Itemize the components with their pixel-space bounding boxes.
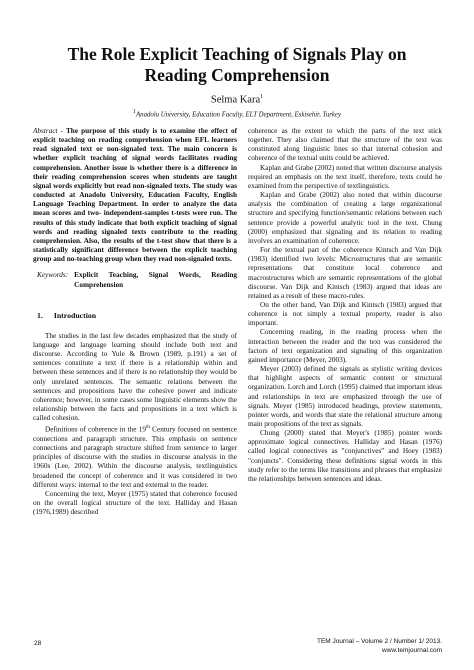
keywords-label: Keywords:	[37, 271, 69, 280]
abstract-text: The purpose of this study is to examine the effect of explicit teaching on reading comprehension when EFL learners read signaled text or non-signaled text. The main concern is whether explicit teaching of signal words facilitates reading comprehension. Another issue is whether there is a difference in their reading comprehension scores when students are taught signal words explicitly but read non-signaled texts. The study was conducted at Anadolu University, Education Faculty, English Language Teaching Department. In order to analyze the data mean scores and two- independent-samples t-tests were run. The results of this study indicate that both explicit teaching of signal words and reading signaled texts contribute to the reading comprehension. Also, the results of the t-test show that there is a statistically significant difference between the explicit teaching group and no-teaching group when they read non-signaled texts.	[33, 127, 237, 264]
abstract	[33, 127, 237, 264]
affiliation-text: Anadolu University, Education Faculty, ELT Department, Eskisehir, Turkey	[136, 111, 341, 119]
intro-paragraph-2-rest: Century focused on sentence connections and paragraph structure. This emphasis on sentence connections and paragraph structure shifted from sentence to larger principles of discourse with the studies in discourse analysis in the 1960s (Lee, 2002). Within the discourse analysis, textlinguistics broadened the concept of coherence and it was considered in two different ways: internal to the text and external to the reader.	[33, 425, 237, 489]
body-paragraph: Kaplan and Grabe (2002) also noted that within discourse analysis the combination of creating a large organizational structure and specifying function/semantic relations between each sentence provide a powerful analytic tool in the text. Chung (2000) emphasized that signaling and its relation to reading involves an examination of coherence.	[248, 191, 442, 245]
left-column	[33, 127, 237, 517]
journal-citation: TEM Journal – Volume 2 / Number 1/ 2013.	[316, 638, 442, 645]
author-superscript: 1	[260, 94, 264, 100]
century-superscript: th	[146, 425, 150, 431]
body-paragraph: Kaplan and Grabe (2002) noted that written discourse analysis required an emphasis on the text itself, therefore, texts could be examined from the perspective of textlinguistics.	[248, 163, 442, 190]
author-line	[0, 91, 474, 107]
intro-paragraph-3: Concerning the text, Meyer (1975) stated that coherence focused on the overall logical structure of the text. Halliday and Hasan (1976,1989) described	[33, 489, 237, 517]
journal-footer	[317, 638, 442, 655]
journal-url: www.temjournal.com	[382, 646, 442, 654]
section-heading-introduction	[33, 311, 237, 320]
intro-paragraph-2	[33, 423, 237, 490]
intro-paragraph-2-start: Definitions of coherence in the 19	[45, 425, 147, 434]
affiliation-line	[0, 108, 474, 119]
body-paragraph: On the other hand, Van Dijk and Kintsch (1983) argued that coherence is not simply a textual property, reader is also important.	[248, 300, 442, 328]
keywords-text: Explicit Teaching, Signal Words, Reading Comprehension	[74, 271, 237, 289]
body-paragraph: Concerning reading, in the reading process when the interaction between the reader and the text was considered the factors of text organization and signaling of this organization gained importance (Meyer, 2003).	[248, 328, 442, 364]
abstract-label: Abstract -	[33, 127, 64, 135]
affiliation-superscript: 1	[133, 109, 137, 115]
body-paragraph: coherence as the extent to which the parts of the text stick together. They also claimed that the structure of the text was constituted along linguistic lines so that internal cohesion and coherence of the textual units could be achieved.	[248, 127, 442, 163]
paper-title: The Role Explicit Teaching of Signals Play on Reading Comprehension	[67, 44, 407, 85]
body-paragraph: Chung (2000) stated that Meyer's (1985) pointer words approximate logical connectives. Halliday and Hasan (1976) called logical connectives as "conjunctives" and Hoey (1983) "conjuncts". Considering these definitions signal words in this study refer to the terms like transitions and phrases that emphasize the relationships between sentences and ideas.	[248, 429, 442, 483]
page-number: 28	[34, 640, 42, 647]
intro-paragraph-1: The studies in the last few decades emphasized that the study of language and language learning should include both text and discourse. According to Yule & Brown (1989, p.191) a set of sentences constitute a text if there is a relationship within and between these sentences and if there is no relationship they would be only unrelated sentences. The semantic relations between the sentences and propositions have the cohesive power and indicate coherence; however, in some cases some linguistic elements show the relationship between the facts and propositions in a text which is called cohesion.	[33, 331, 237, 423]
right-column	[248, 127, 442, 484]
body-paragraph: For the textual part of the coherence Kintsch and Van Dijk (1983) identified two levels: Microstructures that are semantic representations that constitute local coherence and macrostructures which are semantic representations of the global discourse. Van Dijk and Kintsch (1983) argued that ideas are retained as a result of these macro-rules.	[248, 246, 442, 300]
keywords	[33, 271, 237, 289]
section-number: 1.	[37, 310, 43, 320]
section-title: Introduction	[53, 310, 97, 320]
author-name: Selma Kara	[210, 94, 261, 106]
body-paragraph: Meyer (2003) defined the signals as stylistic writing devices that highlight aspects of semantic content or structural organization. Lorch and Lorch (1995) claimed that important ideas and relationships in text are emphasized through the use of signals. Meyer (1985) introduced headings, preview statements, pointer words, and words that state the relational structure among main propositions of the text as signals.	[248, 365, 442, 428]
